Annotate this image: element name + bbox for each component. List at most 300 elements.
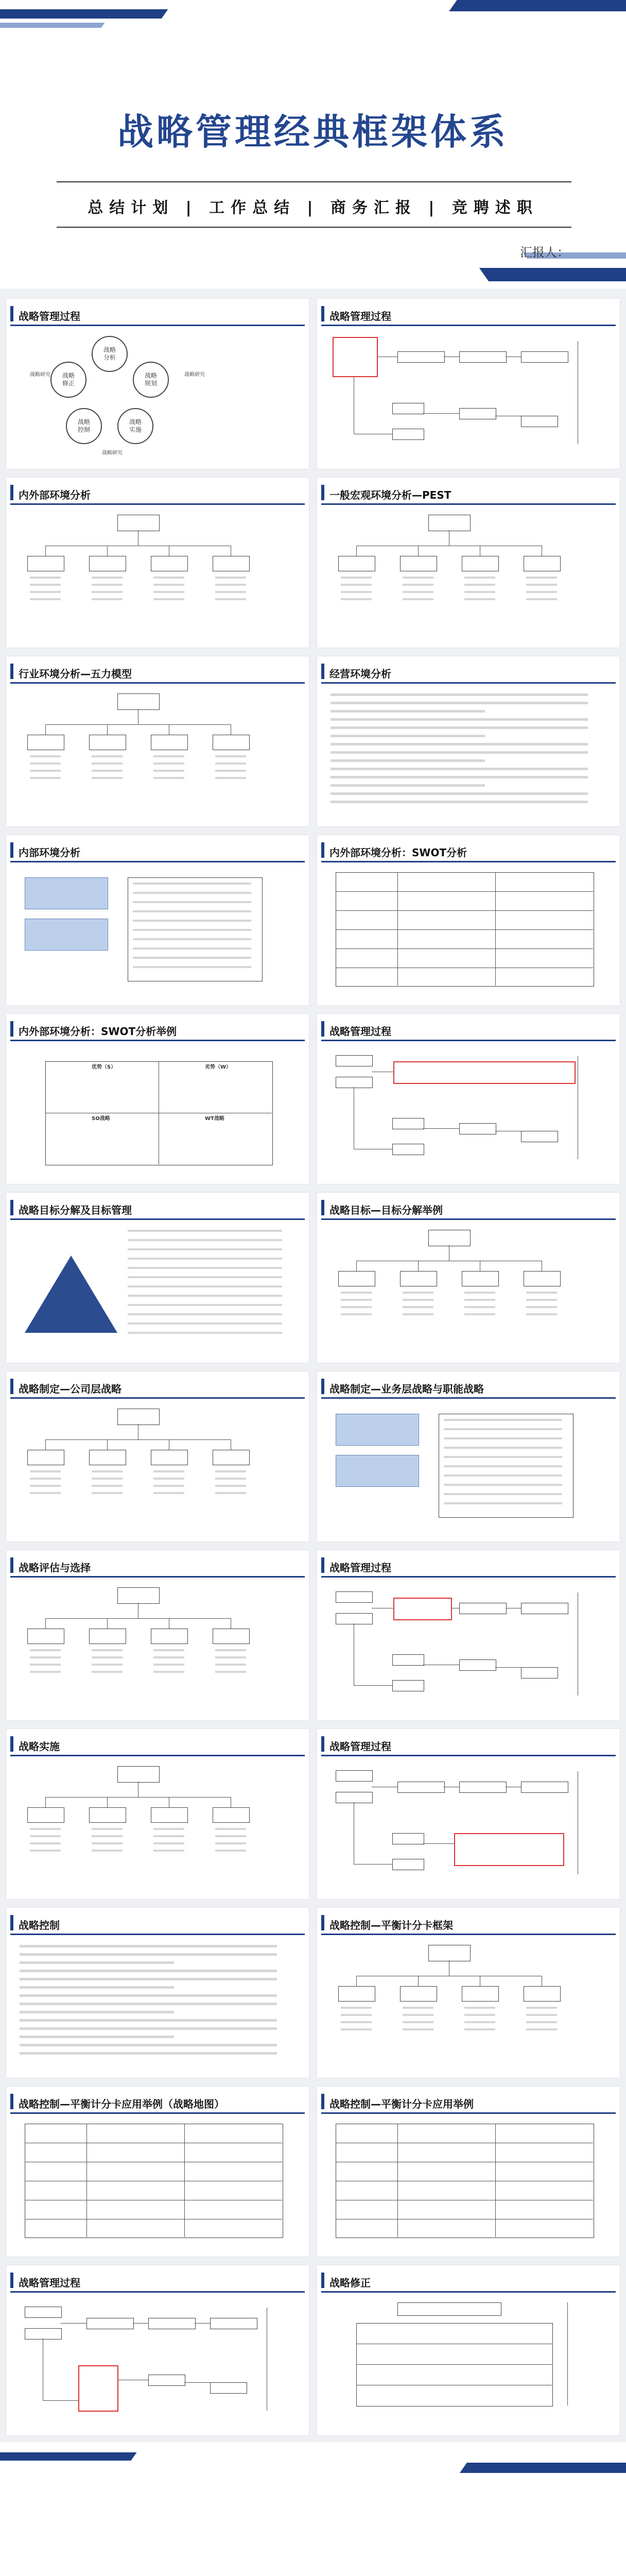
tree-leaf-text [215, 1828, 246, 1830]
tree-drop [418, 546, 419, 556]
slide-header-mark [321, 842, 324, 858]
tree-leaf-text [464, 598, 495, 600]
tree-leaf-text [464, 1313, 495, 1315]
slide-24 [317, 2265, 620, 2435]
tree-root [117, 515, 160, 531]
slide-4 [317, 478, 620, 648]
flow-box-3 [397, 1782, 445, 1793]
flow-box-6 [392, 1654, 424, 1666]
swot-table [45, 1061, 273, 1165]
flow-line-7 [495, 1667, 521, 1668]
tree-leaf-text [215, 1842, 246, 1844]
slide-header [321, 660, 616, 684]
flow-box-8 [459, 408, 496, 419]
slide-header-mark [10, 1021, 13, 1037]
slide-header-mark [321, 1379, 324, 1394]
slide-body [14, 1403, 301, 1535]
slide-title: 战略控制—平衡计分卡应用举例 [329, 2098, 474, 2110]
slide-header-mark [10, 2094, 13, 2109]
slide-header [321, 1197, 616, 1220]
swot-weaknesses: 劣势（W） [205, 1064, 232, 1070]
slide-header [321, 2269, 616, 2293]
tree-leaf-text [30, 577, 61, 579]
flow-box-1 [336, 1055, 373, 1066]
text-line [331, 776, 588, 778]
tree-leaf-text [30, 755, 61, 757]
tree-drop [45, 546, 46, 556]
tree-leaf-text [526, 1299, 557, 1301]
tree-leaf-text [92, 1835, 123, 1837]
swot-wt: WT战略 [205, 1116, 224, 1122]
flow-box-8 [459, 1123, 496, 1134]
tree-drop [418, 1976, 419, 1986]
text-line [444, 1437, 562, 1439]
slide-header-mark [321, 1557, 324, 1573]
slide-body [325, 867, 612, 999]
tree-leaf-text [153, 1835, 184, 1837]
tree-leaf-text [92, 1842, 123, 1844]
cover-stripe-bottom-right [479, 268, 626, 281]
tree-leaf-text [403, 2021, 433, 2023]
tree-drop [45, 1797, 46, 1807]
tree-leaf-text [215, 591, 246, 593]
tree-leaf-text [526, 598, 557, 600]
tree-leaf-text [215, 755, 246, 757]
slide-body [14, 867, 301, 999]
flow-box-5 [521, 1603, 568, 1614]
text-line [133, 910, 251, 912]
tree-root [117, 1766, 160, 1783]
text-line [444, 1447, 562, 1449]
tree-drop [107, 724, 108, 735]
tree-leaf [524, 556, 561, 571]
tree-leaf-text [215, 762, 246, 765]
tree-leaf [89, 735, 126, 750]
grid-col-line [495, 872, 496, 986]
tree-leaf [400, 556, 437, 571]
flow-box-9 [521, 1131, 558, 1142]
slide-title: 内外部环境分析：SWOT分析 [329, 846, 467, 859]
cycle-node-label: 战略 实施 [129, 418, 142, 433]
flow-box-1 [336, 1591, 373, 1603]
slide-header-mark [10, 664, 13, 679]
tree-leaf-text [464, 1306, 495, 1308]
cycle-node-label: 战略 分析 [103, 346, 116, 361]
slide-title: 战略目标分解及目标管理 [19, 1204, 132, 1216]
text-line [133, 892, 251, 894]
text-line [133, 957, 251, 959]
grid-col-line [397, 872, 398, 986]
grid-row-line [336, 891, 593, 892]
tree-leaf-text [526, 1313, 557, 1315]
slide-title: 战略实施 [19, 1740, 60, 1753]
text-line [20, 2044, 277, 2046]
flow-box-7 [392, 1859, 424, 1870]
tree-leaf [338, 556, 375, 571]
slide-header [10, 482, 305, 505]
slide-body [14, 2297, 301, 2429]
slide-8 [317, 835, 620, 1005]
text-line [133, 929, 251, 931]
flow-box-7 [392, 1144, 424, 1155]
flow-box-9 [521, 1667, 558, 1679]
tree-branch [45, 1618, 231, 1619]
slide-header-mark [10, 306, 13, 321]
tree-leaf [151, 1450, 188, 1465]
tree-leaf [338, 1986, 375, 2002]
tree-leaf-text [403, 2028, 433, 2030]
tree-leaf [151, 556, 188, 571]
slide-header-mark [321, 2094, 324, 2109]
cycle-outer-label: 战略研究 [102, 450, 123, 456]
tree-leaf-text [464, 2014, 495, 2016]
slide-17 [6, 1729, 309, 1899]
tree-leaf [338, 1271, 375, 1286]
blue-box [336, 1414, 419, 1446]
tree-leaf-text [215, 1492, 246, 1494]
slide-header-mark [10, 2273, 13, 2288]
text-line [20, 1994, 277, 1997]
slide-body [325, 1403, 612, 1535]
text-line [20, 2036, 174, 2038]
flow-box-2 [336, 1613, 373, 1624]
flow-box-6 [392, 1833, 424, 1844]
text-line [128, 1304, 282, 1306]
tree-leaf-text [30, 584, 61, 586]
text-line [20, 1986, 174, 1989]
slide-header-mark [10, 1379, 13, 1394]
tree-leaf [213, 1629, 250, 1644]
slide-header [321, 839, 616, 862]
flow-highlight [393, 1061, 576, 1084]
text-line [128, 1239, 282, 1241]
text-line [444, 1493, 562, 1495]
tree-leaf [400, 1271, 437, 1286]
flow-box-7 [392, 1680, 424, 1691]
tree-leaf-text [403, 1313, 433, 1315]
tree-leaf-text [153, 1492, 184, 1494]
slide-body [14, 1582, 301, 1714]
flow-box-4 [459, 351, 507, 363]
cycle-node [133, 362, 169, 398]
tree-leaf-text [92, 770, 123, 772]
flow-highlight [393, 1598, 452, 1620]
slide-12 [317, 1193, 620, 1363]
text-line [133, 901, 251, 903]
slide-body [325, 2297, 612, 2429]
tree-leaf-text [526, 577, 557, 579]
tree-drop [418, 1261, 419, 1271]
flow-box-7 [392, 429, 424, 440]
slide-header-mark [10, 842, 13, 858]
tree-drop [45, 1439, 46, 1450]
tree-leaf-text [30, 1656, 61, 1658]
tree-leaf-text [526, 1306, 557, 1308]
text-line [128, 1248, 282, 1250]
tree-leaf-text [92, 755, 123, 757]
cover-rule-top [57, 181, 571, 182]
flow-line-7 [184, 2382, 210, 2383]
text-line [133, 920, 251, 922]
tree-leaf-text [153, 1470, 184, 1472]
flow-box-6 [392, 403, 424, 414]
cycle-node [92, 336, 128, 372]
slide-header-mark [321, 485, 324, 500]
tree-leaf-text [526, 2028, 557, 2030]
flow-line-1 [61, 2323, 86, 2324]
tree-branch [45, 1797, 231, 1798]
tree-drop [356, 546, 357, 556]
slide-body [14, 688, 301, 820]
text-line [128, 1267, 282, 1269]
flow-box-2 [25, 2328, 62, 2340]
tree-leaf-text [215, 777, 246, 779]
tree-leaf-text [153, 598, 184, 600]
tree-leaf-text [153, 577, 184, 579]
grid-row-line [336, 948, 593, 949]
flow-box-2 [336, 1792, 373, 1803]
tree-drop [45, 724, 46, 735]
tree-leaf-text [92, 584, 123, 586]
tree-leaf-text [153, 1828, 184, 1830]
tree-leaf-text [30, 1485, 61, 1487]
text-line [128, 1323, 282, 1325]
flow-line-5 [43, 2400, 81, 2401]
tree-leaf-text [92, 598, 123, 600]
grid-col-line [397, 2124, 398, 2237]
slide-19 [6, 1908, 309, 2078]
tree-leaf-text [30, 770, 61, 772]
slide-body [14, 2119, 301, 2250]
slide-title: 战略制定—业务层战略与职能战略 [329, 1383, 484, 1395]
blue-box [25, 877, 108, 909]
slide-header [10, 1733, 305, 1756]
slide-title: 战略制定—公司层战略 [19, 1383, 121, 1395]
tree-leaf-text [215, 1470, 246, 1472]
cover-stripe-top-left [0, 9, 168, 19]
cycle-node-label: 战略 控制 [77, 418, 90, 433]
cover-stripe-top-left-2 [0, 23, 105, 28]
slide-header-mark [321, 306, 324, 321]
tree-leaf-text [153, 1478, 184, 1480]
text-line [331, 792, 588, 795]
slide-body [325, 1225, 612, 1357]
tree-leaf [89, 556, 126, 571]
tree-leaf-text [215, 770, 246, 772]
slide-title: 一般宏观环境分析—PEST [329, 489, 451, 501]
slide-header-mark [321, 1021, 324, 1037]
tree-leaf-text [30, 1470, 61, 1472]
slide-title: 战略管理过程 [19, 2277, 80, 2289]
flow-box-3 [86, 2318, 134, 2329]
tree-leaf [524, 1271, 561, 1286]
tree-leaf-text [153, 1664, 184, 1666]
slide-header [321, 1733, 616, 1756]
cycle-node [66, 408, 102, 444]
tree-leaf-text [30, 762, 61, 765]
flow-box-1 [25, 2307, 62, 2318]
text-line [444, 1475, 562, 1477]
slide-body [325, 1761, 612, 1893]
tree-drop [356, 1976, 357, 1986]
tree-leaf-text [341, 2007, 372, 2009]
tree-leaf [462, 1271, 499, 1286]
tree-leaf-text [92, 1664, 123, 1666]
grid-col-line [86, 2124, 87, 2237]
tree-drop [107, 1618, 108, 1629]
text-line [20, 2052, 277, 2055]
tree-leaf-text [526, 1292, 557, 1294]
text-line [444, 1465, 562, 1467]
flow-box-5 [521, 1782, 568, 1793]
text-line [331, 693, 588, 696]
slide-title: 行业环境分析—五力模型 [19, 668, 132, 680]
slide-1 [6, 299, 309, 469]
tree-leaf-text [215, 1671, 246, 1673]
correction-side [567, 2302, 568, 2405]
slide-body [325, 688, 612, 820]
tree-leaf-text [341, 1299, 372, 1301]
cycle-node-label: 战略 修正 [62, 372, 75, 387]
tree-branch [45, 724, 231, 725]
tree-leaf-text [341, 598, 372, 600]
slide-header-mark [321, 2273, 324, 2288]
tree-leaf-text [92, 1649, 123, 1651]
slide-title: 战略管理过程 [329, 1740, 391, 1753]
tree-leaf-text [30, 1649, 61, 1651]
tree-leaf [27, 1807, 64, 1823]
tree-leaf-text [30, 598, 61, 600]
slide-title: 战略评估与选择 [19, 1562, 91, 1574]
text-line [444, 1428, 562, 1430]
tree-leaf-text [215, 1850, 246, 1852]
slide-header [321, 2091, 616, 2114]
tree-leaf-text [526, 2014, 557, 2016]
cycle-outer-label: 战略研究 [30, 372, 50, 378]
flow-highlight [78, 2365, 118, 2412]
tree-leaf [213, 1450, 250, 1465]
tree-leaf-text [30, 1850, 61, 1852]
blue-box [336, 1455, 419, 1487]
slide-header [10, 303, 305, 326]
slide-header [321, 1018, 616, 1041]
text-line [20, 2011, 174, 2013]
swot-so: SO战略 [92, 1116, 110, 1122]
tree-leaf-text [215, 577, 246, 579]
cycle-node [50, 362, 86, 398]
text-line [331, 784, 485, 787]
tree-leaf-text [153, 770, 184, 772]
tree-leaf-text [341, 2028, 372, 2030]
tree-leaf-text [92, 1470, 123, 1472]
flow-box-5 [521, 351, 568, 363]
slide-body [325, 1046, 612, 1178]
text-line [20, 1978, 277, 1980]
tree-leaf-text [30, 1664, 61, 1666]
tree-leaf-text [403, 2007, 433, 2009]
slide-23 [6, 2265, 309, 2435]
text-line [444, 1484, 562, 1486]
slide-header-mark [10, 1736, 13, 1752]
tree-leaf-text [403, 2014, 433, 2016]
tree-leaf [89, 1450, 126, 1465]
text-line [20, 1945, 277, 1947]
text-line [133, 966, 251, 968]
slide-header [10, 1018, 305, 1041]
ending-stripe-left [0, 2452, 137, 2461]
text-line [331, 801, 588, 803]
text-line [133, 947, 251, 950]
tree-leaf-text [403, 1299, 433, 1301]
flow-box-4 [148, 2318, 196, 2329]
tree-leaf-text [341, 2021, 372, 2023]
slide-16 [317, 1550, 620, 1720]
text-line [128, 1313, 282, 1315]
flow-box-1 [336, 1770, 373, 1782]
text-line [331, 743, 588, 745]
slide-body [14, 1225, 301, 1357]
slide-body [14, 1940, 301, 2072]
slide-title: 战略控制—平衡计分卡框架 [329, 1919, 453, 1931]
tree-leaf-text [215, 1478, 246, 1480]
tree-root [117, 693, 160, 710]
tree-root [117, 1587, 160, 1604]
slide-title: 战略管理过程 [19, 310, 80, 323]
tree-leaf-text [215, 1649, 246, 1651]
tree-leaf-text [30, 1492, 61, 1494]
tree-leaf-text [464, 2028, 495, 2030]
slide-header [321, 1376, 616, 1399]
tree-leaf [27, 1450, 64, 1465]
slide-13 [6, 1371, 309, 1541]
slide-5 [6, 656, 309, 826]
slide-header-mark [10, 1200, 13, 1215]
tree-leaf-text [526, 591, 557, 593]
tree-leaf [27, 556, 64, 571]
flow-box-4 [459, 1603, 507, 1614]
tree-leaf [213, 735, 250, 750]
flow-line-3 [195, 2323, 210, 2324]
slide-header [10, 660, 305, 684]
slide-header [321, 482, 616, 505]
text-line [331, 726, 588, 729]
slide-header [10, 1197, 305, 1220]
tree-leaf-text [464, 1299, 495, 1301]
slide-header-mark [321, 1915, 324, 1930]
text-line [444, 1502, 562, 1504]
tree-leaf-text [526, 2007, 557, 2009]
tree-leaf-text [92, 1478, 123, 1480]
slide-9 [6, 1014, 309, 1184]
tree-drop [107, 1797, 108, 1807]
tree-leaf [151, 1629, 188, 1644]
tree-leaf-text [30, 1478, 61, 1480]
cycle-outer-label: 战略研究 [184, 372, 205, 378]
slide-11 [6, 1193, 309, 1363]
slide-body [14, 331, 301, 463]
slide-header [321, 1912, 616, 1935]
tree-leaf-text [215, 1835, 246, 1837]
slide-body [14, 510, 301, 641]
tree-leaf-text [153, 584, 184, 586]
text-line [444, 1456, 562, 1458]
slide-body [325, 1940, 612, 2072]
slide-title: 内外部环境分析 [19, 489, 91, 501]
tree-leaf-text [92, 591, 123, 593]
slide-body [325, 2119, 612, 2250]
slide-header [10, 1376, 305, 1399]
slide-header [10, 839, 305, 862]
